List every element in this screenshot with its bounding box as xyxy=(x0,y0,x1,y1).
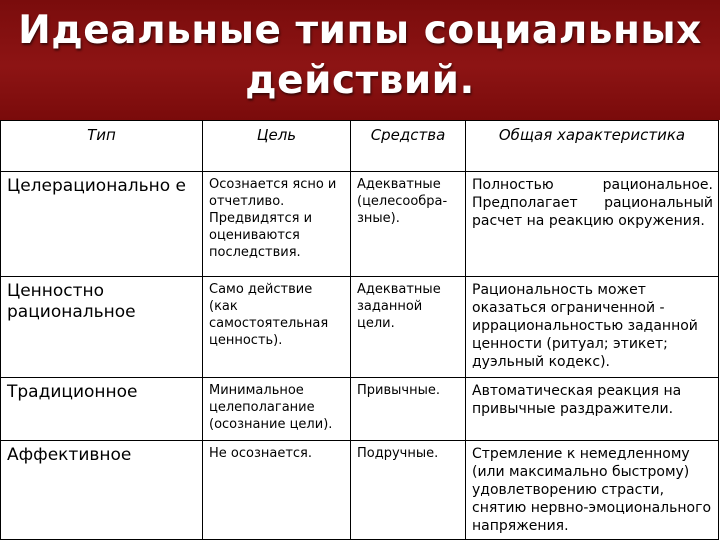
action-types-table xyxy=(0,120,719,540)
header-goal: Цель xyxy=(203,121,351,172)
row-type: Ценностно рациональное xyxy=(1,277,203,378)
row-means: Адекватные заданной цели. xyxy=(351,277,466,378)
table-row xyxy=(1,277,719,378)
row-characteristic: Полностью рациональное. Предполагает рациональный расчет на реакцию окружения. xyxy=(466,172,719,277)
row-means: Привычные. xyxy=(351,378,466,441)
slide-header xyxy=(0,0,720,120)
row-characteristic: Рациональность может оказаться ограниченной - иррациональностью заданной ценности (ритуал; этикет; дуэльный кодекс). xyxy=(466,277,719,378)
table-row xyxy=(1,378,719,441)
row-characteristic: Автоматическая реакция на привычные раздражители. xyxy=(466,378,719,441)
header-type: Тип xyxy=(1,121,203,172)
row-characteristic: Стремление к немедленному (или максимально быстрому) удовлетворению страсти, снятию нервно-эмоционального напряжения. xyxy=(466,441,719,540)
row-goal: Не осознается. xyxy=(203,441,351,540)
row-means: Адекватные (целесообра-зные). xyxy=(351,172,466,277)
row-goal: Само действие (как самостоятельная ценность). xyxy=(203,277,351,378)
row-type: Целерационально е xyxy=(1,172,203,277)
row-means: Подручные. xyxy=(351,441,466,540)
header-characteristic: Общая характеристика xyxy=(466,121,719,172)
row-type: Традиционное xyxy=(1,378,203,441)
row-type: Аффективное xyxy=(1,441,203,540)
table-header-row xyxy=(1,121,719,172)
table-row xyxy=(1,172,719,277)
header-means: Средства xyxy=(351,121,466,172)
row-goal: Осознается ясно и отчетливо. Предвидятся и оцениваются последствия. xyxy=(203,172,351,277)
table-row xyxy=(1,441,719,540)
slide-title: Идеальные типы социальных действий. xyxy=(18,8,702,103)
row-goal: Минимальное целеполагание (осознание цели). xyxy=(203,378,351,441)
